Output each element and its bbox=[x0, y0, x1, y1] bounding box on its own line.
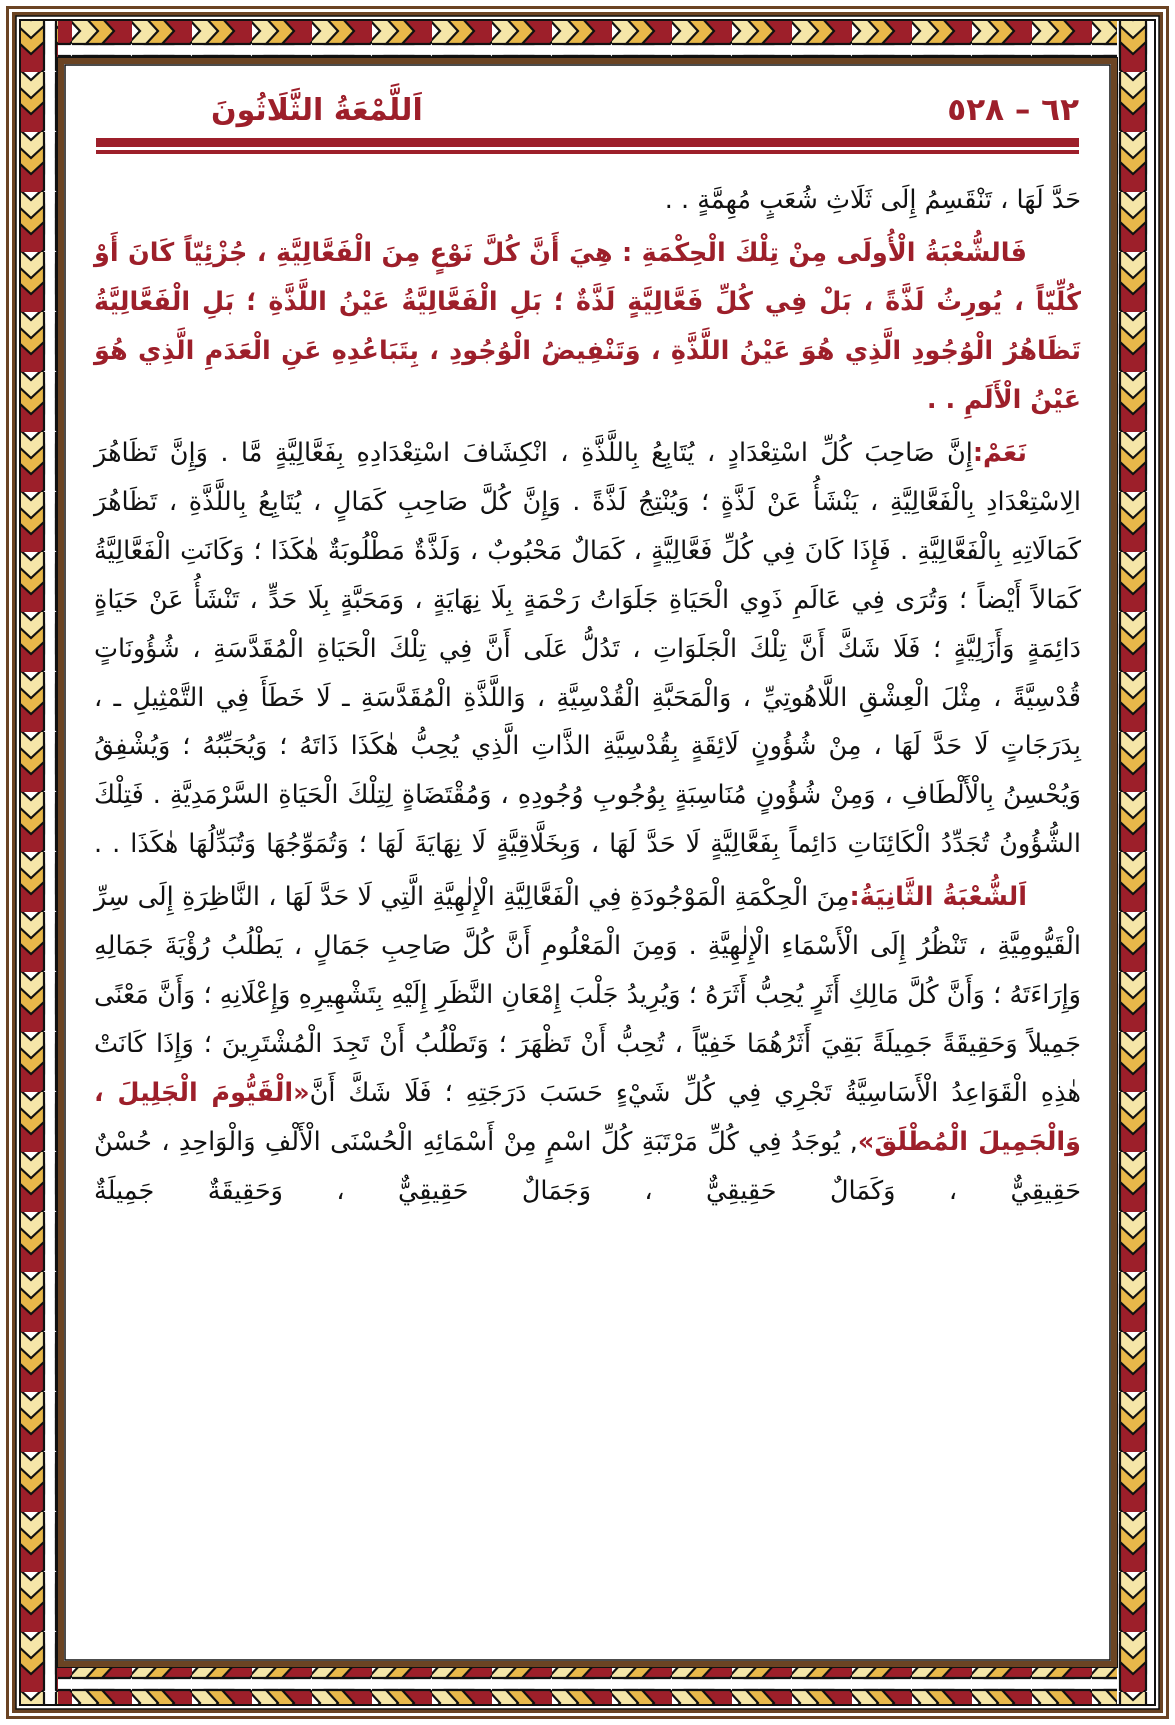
page-content bbox=[62, 62, 1113, 1663]
second-branch-label: اَلشُّعْبَةُ الثَّانِيَةُ: bbox=[849, 882, 1027, 913]
quoted-divine-names: «الْقَيُّومَ الْجَلِيلَ ، وَالْجَمِيلَ الْمُطْلَقَ» bbox=[94, 1078, 1081, 1158]
folio-number: ٦٢ – ٥٢٨ bbox=[947, 92, 1079, 128]
body-text bbox=[90, 176, 1085, 1216]
second-branch-text-part1: مِنَ الْحِكْمَةِ الْمَوْجُودَةِ فِي الْفَعَّالِيَّةِ الْإِلٰهِيَّةِ الَّتِي لَا حَدَّ لَهَا ، النَّاظِرَةِ إِلَى سِرِّ الْقَيُّومِيَّةِ ، تَنْظُرُ إِلَى الْأَسْمَاءِ الْإِلٰهِيَّةِ . وَمِنَ الْمَعْلُومِ أَنَّ كُلَّ صَاحِبِ جَمَالٍ ، يَطْلُبُ رُؤْيَةَ جَمَالِهِ وَإِرَاءَتَهُ ؛ وَأَنَّ كُلَّ مَالِكِ أَثَرٍ يُحِبُّ أَثَرَهُ ؛ وَيُرِيدُ جَلْبَ إِمْعَانِ النَّظَرِ إِلَيْهِ بِتَشْهِيرِهِ وَإِعْلَانِهِ ؛ وَأَنَّ مَعْنًى جَمِيلاً وَحَقِيقَةً جَمِيلَةً بَقِيَ أَثَرُهُمَا خَفِيّاً ، تُحِبُّ أَنْ تَظْهَرَ ؛ وَتَطْلُبُ أَنْ تَجِدَ الْمُشْتَرِينَ ؛ وَإِذَا كَانَتْ هٰذِهِ الْقَوَاعِدُ الْأَسَاسِيَّةُ تَجْرِي فِي كُلِّ شَيْءٍ حَسَبَ دَرَجَتِهِ ؛ فَلَا شَكَّ أَنَّ bbox=[94, 882, 1081, 1109]
naam-label: نَعَمْ: bbox=[972, 437, 1027, 468]
paragraph-opening-fragment: حَدَّ لَهَا ، تَنْقَسِمُ إِلَى ثَلَاثِ شُعَبٍ مُهِمَّةٍ . . bbox=[664, 185, 1081, 215]
second-branch-text-part2: , يُوجَدُ فِي كُلِّ مَرْتَبَةِ كُلِّ اسْمٍ مِنْ أَسْمَائِهِ الْحُسْنَى الْأَلْفِ وَالْوَاحِدِ ، حُسْنٌ حَقِيقِيٌّ ، وَكَمَالٌ حَقِيقِيٌّ ، وَجَمَالٌ حَقِيقِيٌّ ، وَحَقِيقَةٌ جَمِيلَةٌ bbox=[94, 1127, 1081, 1207]
header-divider bbox=[96, 138, 1079, 154]
naam-text: إِنَّ صَاحِبَ كُلِّ اسْتِعْدَادٍ ، يُتَابِعُ بِاللَّذَّةِ ، انْكِشَافَ اسْتِعْدَادِهِ بِفَعَّالِيَّةٍ مَّا . وَإِنَّ تَظَاهُرَ الِاسْتِعْدَادِ بِالْفَعَّالِيَّةِ ، يَنْشَأُ عَنْ لَذَّةٍ ؛ وَيُنْتِجُ لَذَّةً . وَإِنَّ كُلَّ صَاحِبِ كَمَالٍ ، يُتَابِعُ بِاللَّذَّةِ ، تَظَاهُرَ كَمَالَاتِهِ بِالْفَعَّالِيَّةِ . فَإِذَا كَانَ فِي كُلِّ فَعَّالِيَّةٍ ، كَمَالٌ مَحْبُوبٌ ، وَلَذَّةٌ مَطْلُوبَةٌ هٰكَذَا ؛ وَكَانَتِ الْفَعَّالِيَّةُ كَمَالاً أَيْضاً ؛ وَتُرَى فِي عَالَمِ ذَوِي الْحَيَاةِ جَلَوَاتُ رَحْمَةٍ بِلَا نِهَايَةٍ ، وَمَحَبَّةٍ بِلَا حَدٍّ ، تَنْشَأُ عَنْ حَيَاةٍ دَائِمَةٍ وَأَزَلِيَّةٍ ؛ فَلَا شَكَّ أَنَّ تِلْكَ الْجَلَوَاتِ ، تَدُلُّ عَلَى أَنَّ فِي تِلْكَ الْحَيَاةِ الْمُقَدَّسَةِ ، شُؤُونَاتٍ قُدْسِيَّةً ، مِثْلَ الْعِشْقِ اللَّاهُوتِيِّ ، وَالْمَحَبَّةِ الْقُدْسِيَّةِ ، وَاللَّذَّةِ الْمُقَدَّسَةِ ـ لَا خَطَأَ فِي التَّمْثِيلِ ـ ، بِدَرَجَاتٍ لَا حَدَّ لَهَا ، مِنْ شُؤُونٍ لَائِقَةٍ بِقُدْسِيَّةِ الذَّاتِ الَّذِي يُحِبُّ هٰكَذَا ذَاتَهُ ؛ وَيُحَبِّبُهُ ؛ وَيُشْفِقُ وَيُحْسِنُ بِالْأَلْطَافِ ، وَمِنْ شُؤُونٍ مُنَاسِبَةٍ بِوُجُوبِ وُجُودِهِ ، وَمُقْتَضَاةٍ لِتِلْكَ الْحَيَاةِ السَّرْمَدِيَّةِ . فَتِلْكَ الشُّؤُونُ تُجَدِّدُ الْكَائِنَاتِ دَائِماً بِفَعَّالِيَّةٍ لَا حَدَّ لَهَا ، وَبِخَلَّاقِيَّةٍ لَا نِهَايَةَ لَهَا ؛ وَتُمَوِّجُهَا وَتُبَدِّلُهَا هٰكَذَا . . bbox=[94, 437, 1081, 860]
divider-thin-rule bbox=[96, 150, 1079, 154]
page-header bbox=[90, 78, 1085, 128]
paragraph-second-branch bbox=[94, 873, 1081, 1216]
chapter-title: اَللَّمْعَةُ الثَّلَاثُونَ bbox=[211, 93, 423, 128]
paragraph-naam bbox=[94, 429, 1081, 870]
paragraph-first-branch: فَالشُّعْبَةُ الْأُولَى مِنْ تِلْكَ الْحِكْمَةِ : هِيَ أَنَّ كُلَّ نَوْعٍ مِنَ الْفَعَّالِيَّةِ ، جُزْئِيّاً كَانَ أَوْ كُلِّيّاً ، يُورِثُ لَذَّةً ، بَلْ فِي كُلِّ فَعَّالِيَّةٍ لَذَّةٌ ؛ بَلِ الْفَعَّالِيَّةُ عَيْنُ اللَّذَّةِ ؛ بَلِ الْفَعَّالِيَّةُ تَظَاهُرُ الْوُجُودِ الَّذِي هُوَ عَيْنُ اللَّذَّةِ ، وَتَنْفِيضُ الْوُجُودِ ، بِتَبَاعُدِهِ عَنِ الْعَدَمِ الَّذِي هُوَ عَيْنُ الْأَلَمِ . . bbox=[94, 237, 1081, 415]
divider-thick-rule bbox=[96, 138, 1079, 147]
